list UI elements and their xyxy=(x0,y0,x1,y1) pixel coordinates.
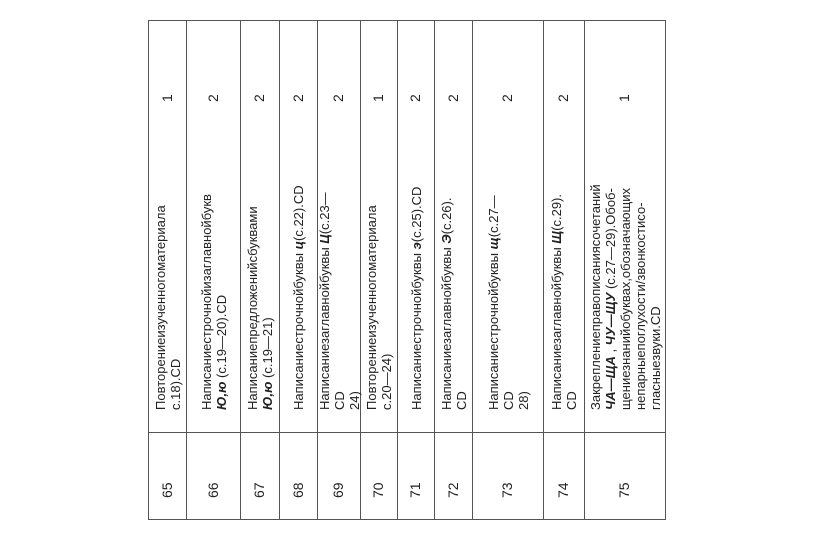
lesson-topic-line xyxy=(153,205,168,410)
lesson-topic-line xyxy=(245,206,260,410)
topic-text: Написаниезаглавнойбуквы xyxy=(438,243,454,410)
table-divider xyxy=(279,20,280,520)
lesson-topic-line xyxy=(379,205,394,410)
topic-text: Повторениеизученногоматериала xyxy=(364,205,379,410)
lesson-topic-line xyxy=(454,198,469,410)
topic-text: (с.23— xyxy=(316,192,332,235)
lesson-topic-line xyxy=(564,194,579,410)
table-divider xyxy=(472,20,473,520)
row-number: 69 xyxy=(330,482,346,498)
topic-text: 28) xyxy=(515,391,531,410)
lesson-topic-line xyxy=(199,194,214,410)
table-divider xyxy=(584,20,585,520)
lesson-topic xyxy=(486,195,531,410)
letter-emphasis: Щ xyxy=(549,230,564,244)
row-number: 67 xyxy=(251,482,267,498)
lesson-topic-line xyxy=(291,185,306,410)
topic-text: Закреплениеправописаниясочетаний xyxy=(587,184,603,410)
topic-text: Написаниестрочнойбуквы xyxy=(485,249,501,410)
lesson-topic-line xyxy=(501,195,516,410)
topic-text: щениезнанийобуквах,обозначающих xyxy=(617,188,633,410)
topic-text: (с.25).CD xyxy=(408,186,424,243)
table-divider xyxy=(434,20,435,520)
topic-text: Написаниестрочнойбуквы xyxy=(408,249,424,410)
topic-text: CD xyxy=(453,391,469,410)
hours-value: 1 xyxy=(370,94,386,102)
letter-emphasis: ЧА—ЩА xyxy=(602,356,618,410)
hours-value: 2 xyxy=(444,94,461,102)
topic-text: гласныезвуки.CD xyxy=(647,306,663,410)
hours-value: 2 xyxy=(499,94,515,102)
lesson-topic xyxy=(317,192,362,410)
topic-text: Повторениеизученногоматериала xyxy=(152,205,168,410)
hours-value: 2 xyxy=(289,94,306,102)
lesson-topic-line xyxy=(549,194,564,410)
row-number: 72 xyxy=(444,482,461,498)
lesson-topic-line xyxy=(260,206,275,410)
letter-emphasis: ЧУ—ЩУ xyxy=(602,292,618,346)
lesson-topic-line xyxy=(603,184,618,410)
table-divider xyxy=(240,20,241,520)
letter-emphasis: Ю,ю xyxy=(260,381,275,410)
row-number: 75 xyxy=(616,482,632,498)
topic-text: (с.19—21) xyxy=(260,317,275,382)
lesson-topic-line xyxy=(214,194,229,410)
topic-text: с.20—24) xyxy=(379,353,394,410)
row-number: 73 xyxy=(499,482,515,498)
hours-value: 1 xyxy=(158,94,175,102)
topic-text: (с.29). xyxy=(549,194,564,231)
topic-text: с.18).CD xyxy=(167,358,183,410)
table-divider xyxy=(397,20,398,520)
topic-text: Написаниепредложенийсбуквами xyxy=(245,206,260,410)
lesson-topic-line xyxy=(439,198,454,410)
lesson-topic xyxy=(245,206,275,410)
topic-text: (с.27— xyxy=(485,195,501,238)
topic-text: CD xyxy=(500,391,516,410)
table-divider xyxy=(186,20,187,520)
topic-text: Написаниезаглавнойбуквы xyxy=(316,243,332,410)
topic-text: CD xyxy=(331,391,347,410)
lesson-topic-line xyxy=(648,184,663,410)
lesson-topic-line xyxy=(516,195,531,410)
topic-text: (с.26). xyxy=(438,197,454,235)
row-number: 68 xyxy=(289,482,306,498)
topic-text: Написаниезаглавнойбуквы xyxy=(549,243,564,410)
lesson-topic-line xyxy=(588,184,603,410)
lesson-topic xyxy=(439,198,469,410)
topic-text: (с.27—29).Обоб- xyxy=(602,188,618,293)
hours-value: 2 xyxy=(555,94,571,102)
letter-emphasis: э xyxy=(408,242,424,250)
letter-emphasis: Ц xyxy=(316,234,332,244)
lesson-topic xyxy=(291,185,306,410)
lesson-topic-line xyxy=(409,187,424,410)
hours-value: 1 xyxy=(616,94,632,102)
topic-text: непарныепоглухости/звонкостисо- xyxy=(632,202,648,410)
lesson-topic xyxy=(588,184,663,410)
lesson-topic-line xyxy=(364,205,379,410)
hours-value: 2 xyxy=(204,94,221,102)
topic-text: Написаниестрочнойбуквы xyxy=(291,249,306,410)
letter-emphasis: щ xyxy=(485,237,501,250)
lesson-topic xyxy=(153,205,183,410)
row-number: 74 xyxy=(555,482,571,498)
lesson-topic-line xyxy=(347,192,362,410)
lesson-topic xyxy=(549,194,579,410)
lesson-topic-line xyxy=(633,184,648,410)
row-number: 71 xyxy=(407,482,423,498)
hours-value: 2 xyxy=(407,94,423,102)
letter-emphasis: Э xyxy=(438,234,454,244)
hours-value: 2 xyxy=(330,94,346,102)
table-divider xyxy=(543,20,544,520)
topic-text: CD xyxy=(564,391,579,410)
lesson-topic xyxy=(199,194,229,410)
topic-text: (с.19—20).CD xyxy=(213,294,229,382)
topic-text: , xyxy=(602,345,618,357)
row-number: 70 xyxy=(370,482,386,498)
lesson-topic-line xyxy=(486,195,501,410)
topic-text: (с.22).CD xyxy=(291,185,306,241)
hours-value: 2 xyxy=(251,94,267,102)
lesson-topic-line xyxy=(317,192,332,410)
topic-text: Написаниестрочнойизаглавнойбукв xyxy=(198,194,214,410)
letter-emphasis: Ю,ю xyxy=(213,381,229,410)
letter-emphasis: ц xyxy=(291,240,306,250)
lesson-topic-line xyxy=(618,184,633,410)
lesson-topic xyxy=(409,187,424,410)
row-number: 66 xyxy=(204,482,221,498)
lesson-topic xyxy=(364,205,394,410)
lesson-topic-line xyxy=(332,192,347,410)
topic-text: 24) xyxy=(346,391,362,410)
lesson-topic-line xyxy=(168,205,183,410)
table-divider xyxy=(148,432,666,433)
row-number: 65 xyxy=(158,482,175,498)
